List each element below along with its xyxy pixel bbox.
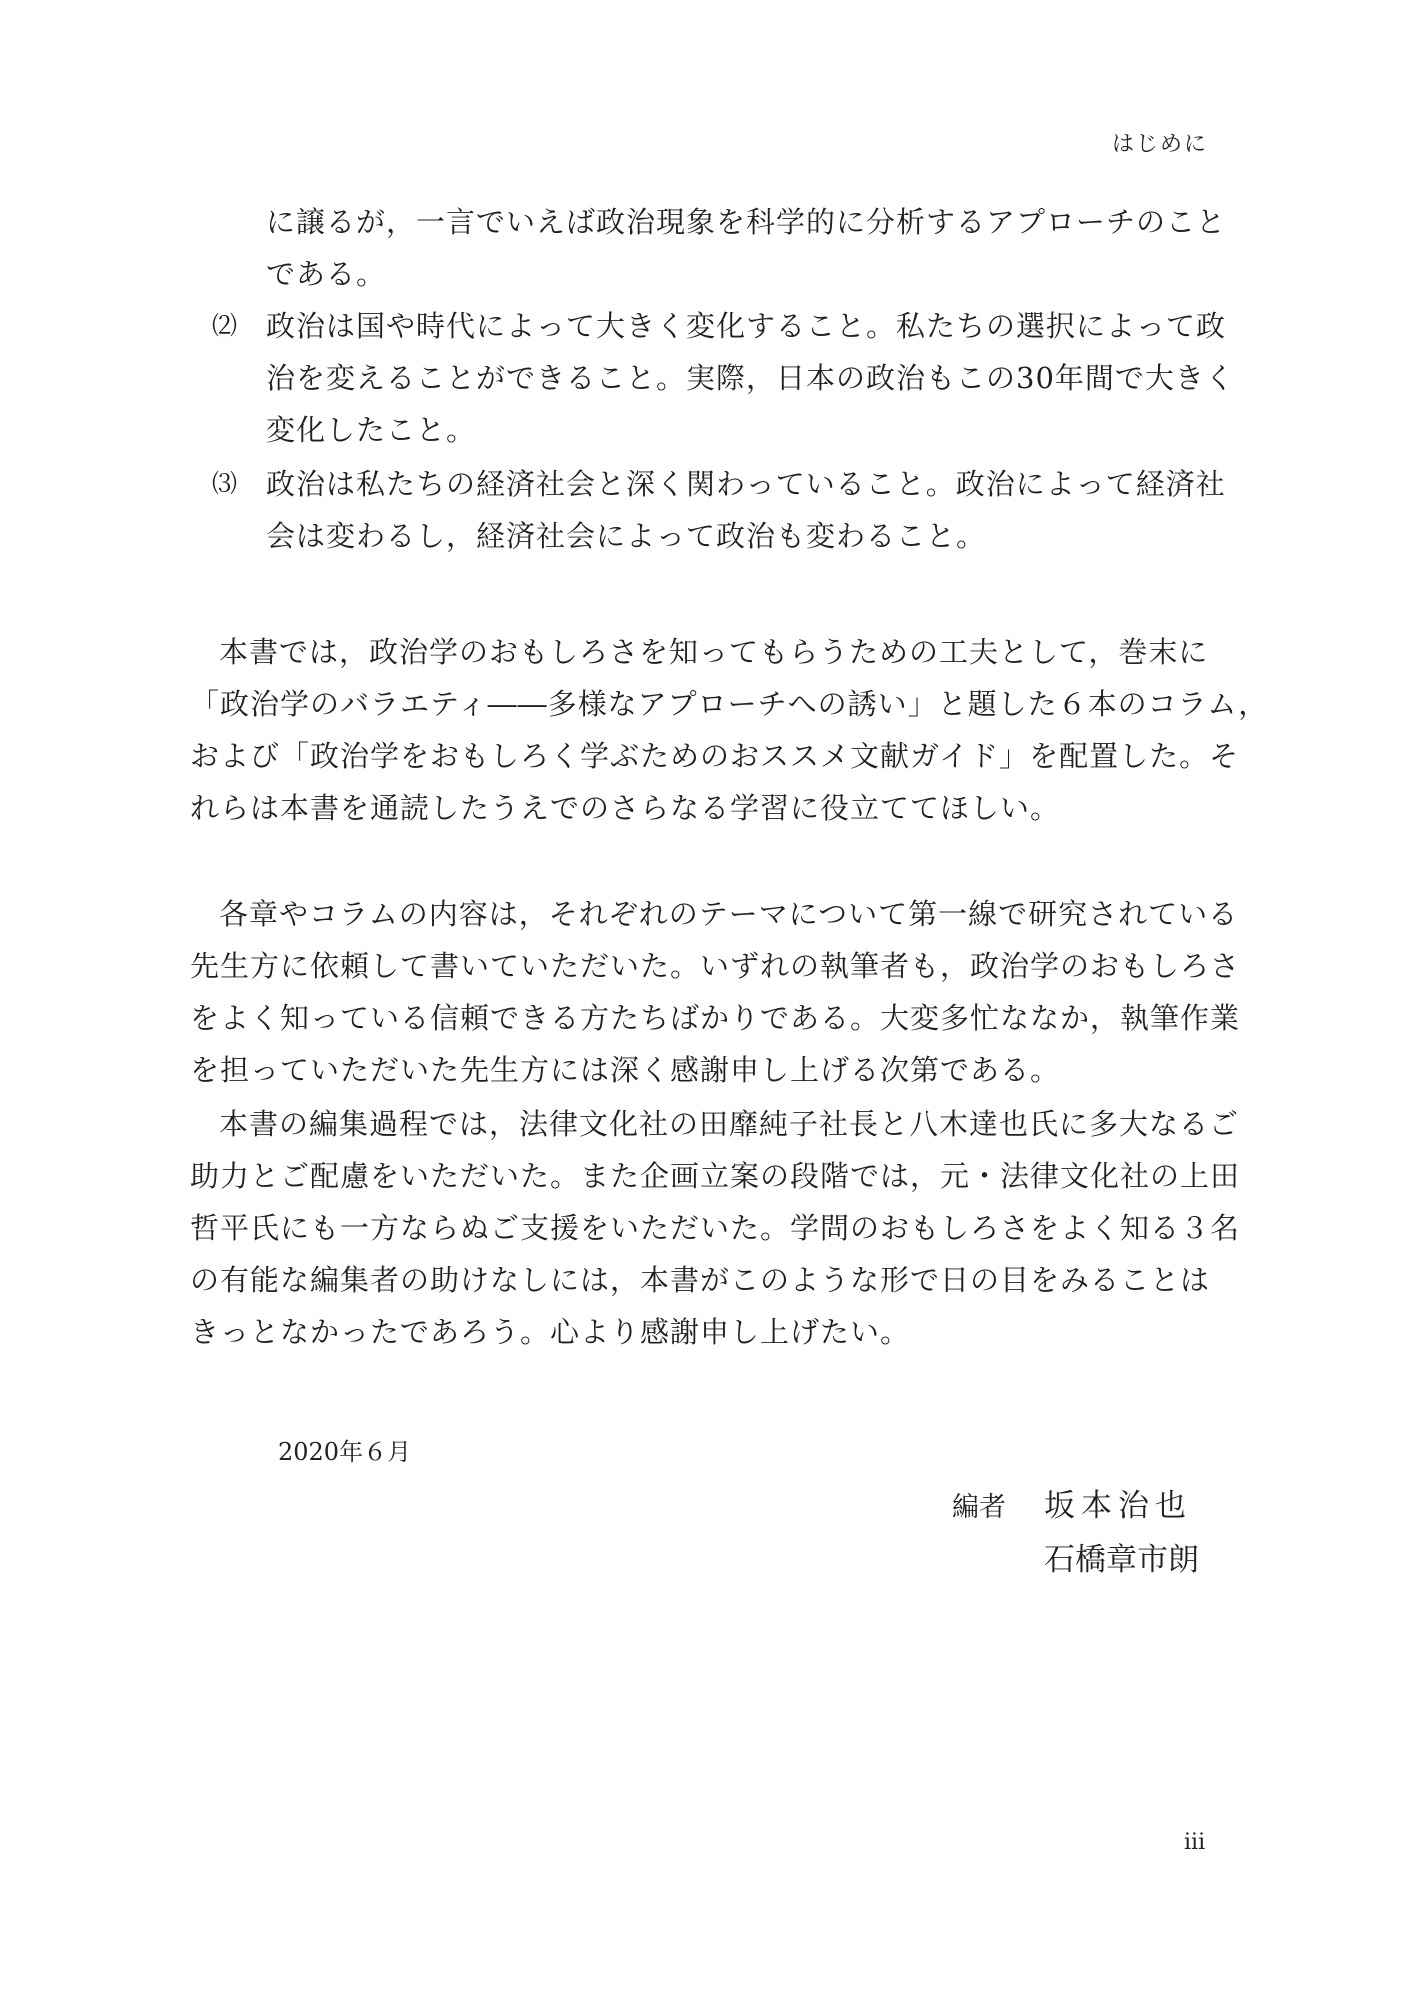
text-line: 治を変えることができること。実際，日本の政治もこの30年間で大きく <box>266 361 1235 395</box>
editor-name: 石橋章市朗 <box>1044 1542 1199 1578</box>
text-line: 哲平氏にも一方ならぬご支援をいただいた。学問のおもしろさをよく知る３名 <box>190 1211 1241 1245</box>
list-item <box>190 458 1240 562</box>
paragraph <box>190 888 1240 1096</box>
text-line: 助力とご配慮をいただいた。また企画立案の段階では，元・法律文化社の上田 <box>190 1159 1241 1193</box>
text-line: の有能な編集者の助けなしには，本書がこのような形で日の目をみることは <box>190 1263 1211 1297</box>
text-line: に譲るが，一言でいえば政治現象を科学的に分析するアプローチのこと <box>266 205 1227 239</box>
editor-name: 坂本治也 <box>1044 1488 1192 1524</box>
text-line: を担っていただいた先生方には深く感謝申し上げる次第である。 <box>190 1053 1061 1087</box>
paragraph <box>190 1098 1240 1358</box>
text-line: をよく知っている信頼できる方たちばかりである。大変多忙ななか，執筆作業 <box>190 1001 1241 1035</box>
list-item <box>190 300 1240 456</box>
text-line: 「政治学のバラエティ――多様なアプローチへの誘い」と題した６本のコラム， <box>190 687 1269 721</box>
editor-label: 編者 <box>952 1492 1006 1523</box>
text-line: 本書の編集過程では，法律文化社の田靡純子社長と八木達也氏に多大なるご <box>219 1107 1240 1141</box>
page-number: iii <box>1184 1830 1206 1855</box>
paragraph <box>190 626 1269 834</box>
text-line: である。 <box>266 257 387 291</box>
text-line: 変化したこと。 <box>266 413 477 447</box>
item-number: ⑵ <box>212 311 238 340</box>
list-continuation <box>190 196 1240 300</box>
item-number: ⑶ <box>212 469 238 498</box>
text-line: および「政治学をおもしろく学ぶためのおススメ文献ガイド」を配置した。そ <box>190 739 1240 773</box>
text-line: 各章やコラムの内容は，それぞれのテーマについて第一線で研究されている <box>219 897 1239 931</box>
text-line: 本書では，政治学のおもしろさを知ってもらうための工夫として，巻末に <box>219 635 1209 669</box>
text-line: 政治は私たちの経済社会と深く関わっていること。政治によって経済社 <box>266 467 1226 501</box>
text-line: きっとなかったであろう。心より感謝申し上げたい。 <box>190 1315 911 1349</box>
text-line: れらは本書を通読したうえでのさらなる学習に役立ててほしい。 <box>190 791 1061 825</box>
text-line: 政治は国や時代によって大きく変化すること。私たちの選択によって政 <box>266 309 1227 343</box>
text-line: 先生方に依頼して書いていただいた。いずれの執筆者も，政治学のおもしろさ <box>190 949 1241 983</box>
running-header: はじめに <box>1111 132 1208 157</box>
date: 2020年６月 <box>278 1438 412 1466</box>
text-line: 会は変わるし，経済社会によって政治も変わること。 <box>266 519 987 553</box>
